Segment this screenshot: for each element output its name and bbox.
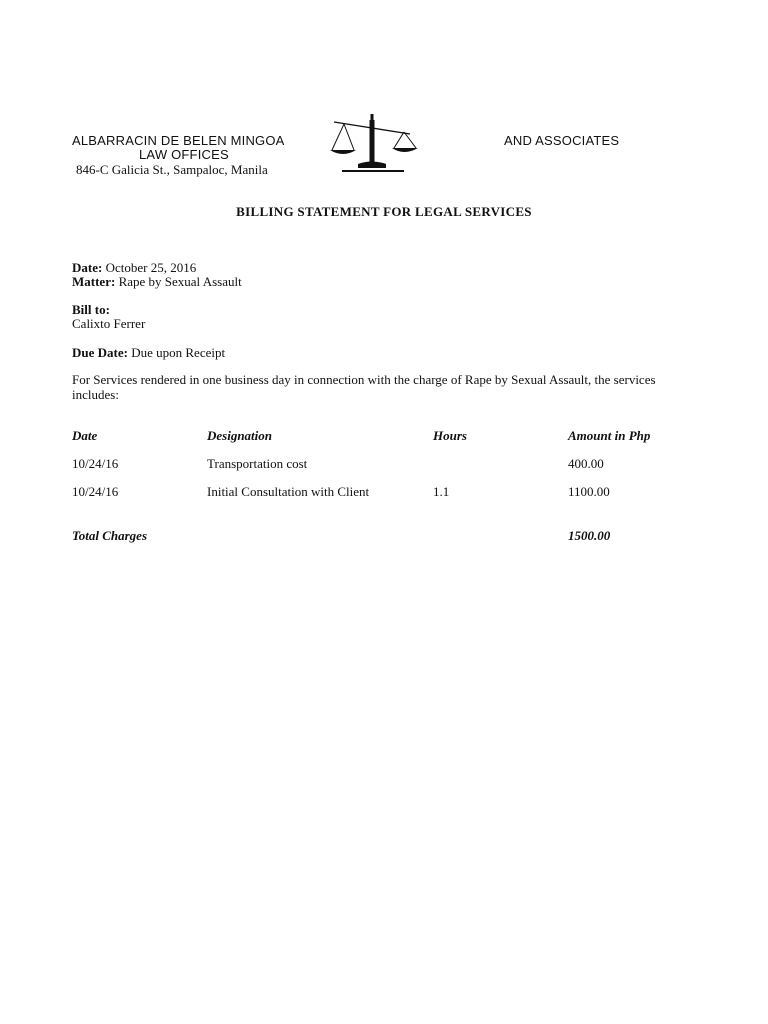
document-title: BILLING STATEMENT FOR LEGAL SERVICES	[236, 204, 532, 219]
matter-label: Matter:	[72, 274, 116, 289]
row1-amount: 400.00	[568, 456, 604, 471]
matter-value: Rape by Sexual Assault	[118, 274, 242, 289]
firm-associates: AND ASSOCIATES	[504, 133, 620, 148]
header-hours: Hours	[433, 428, 467, 443]
firm-address: 846-C Galicia St., Sampaloc, Manila	[76, 162, 268, 177]
row1-date: 10/24/16	[72, 456, 119, 471]
bill-to-label: Bill to:	[72, 302, 110, 317]
date-value: October 25, 2016	[105, 260, 197, 275]
due-date-field	[72, 345, 225, 361]
header-date: Date	[72, 428, 98, 443]
row2-hours: 1.1	[433, 484, 450, 499]
row2-date: 10/24/16	[72, 484, 119, 499]
matter-field	[72, 274, 242, 290]
row2-amount: 1100.00	[568, 484, 610, 499]
date-label: Date:	[72, 260, 103, 275]
firm-name: ALBARRACIN DE BELEN MINGOA	[72, 133, 285, 148]
due-date-value: Due upon Receipt	[131, 345, 226, 360]
total-label: Total Charges	[72, 528, 148, 543]
firm-subtitle: LAW OFFICES	[139, 147, 229, 162]
services-description: For Services rendered in one business day in connection with the charge of Rape by Sexual Assault, the services includes:	[72, 372, 656, 402]
row1-designation: Transportation cost	[207, 456, 308, 471]
scales-of-justice-icon	[322, 112, 424, 178]
header-designation: Designation	[207, 428, 273, 443]
due-date-label: Due Date:	[72, 345, 128, 360]
header-amount: Amount in Php	[568, 428, 651, 443]
row2-designation: Initial Consultation with Client	[207, 484, 370, 499]
bill-to-value: Calixto Ferrer	[72, 316, 146, 331]
total-value: 1500.00	[568, 528, 611, 543]
